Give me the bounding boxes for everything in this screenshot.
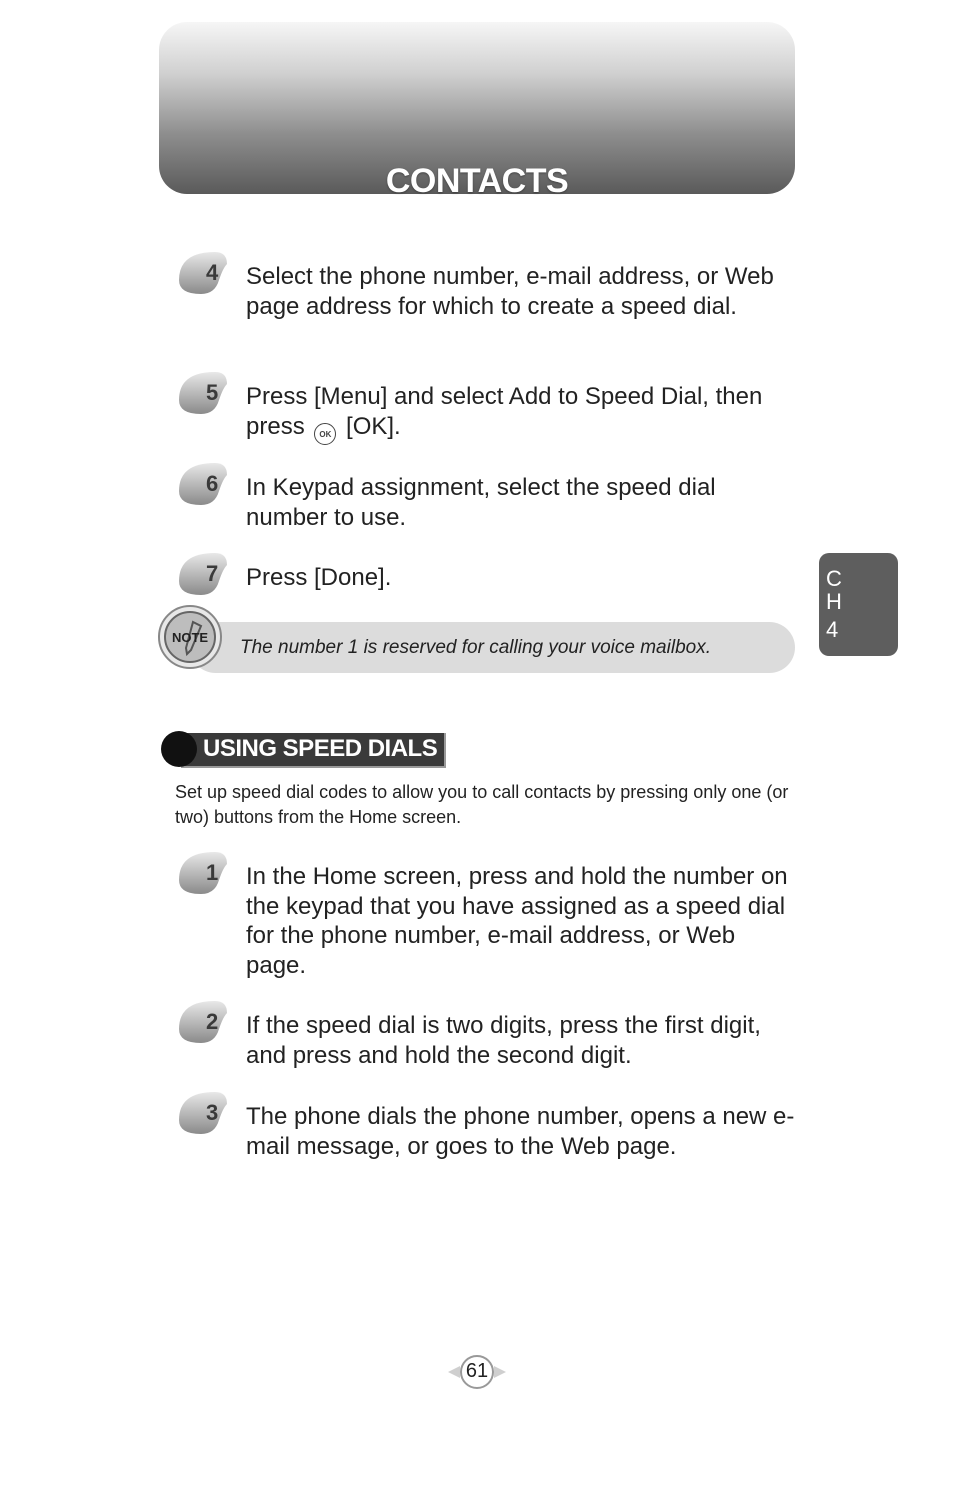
- step-text: Press [Done].: [246, 564, 392, 591]
- page-number: 61: [465, 1360, 489, 1382]
- section-intro: Set up speed dial codes to allow you to call contacts by pressing only one (or two) buttons from the Home screen.: [175, 782, 789, 827]
- step-number: 1: [206, 860, 219, 885]
- ok-key-icon: OK: [314, 423, 336, 445]
- step-text: If the speed dial is two digits, press the first digit, and press and hold the second digit.: [246, 1012, 761, 1069]
- chapter-tab-number: 4: [826, 617, 839, 642]
- note-icon-label: NOTE: [171, 630, 209, 645]
- step-number: 5: [206, 380, 219, 405]
- step-text-before: Press [Menu] and select Add to Speed Dial, then press: [246, 383, 763, 440]
- step-text-after: [OK].: [346, 412, 401, 440]
- note-text: The number 1 is reserved for calling your voice mailbox.: [240, 637, 711, 658]
- step-text: [246, 382, 798, 445]
- chapter-tab: [819, 553, 898, 656]
- step-number: 3: [206, 1100, 219, 1125]
- step-badge: [175, 370, 230, 416]
- step-badge-icon: [175, 850, 230, 896]
- page-number-badge: [446, 1354, 508, 1390]
- step-badge-icon: [175, 250, 230, 296]
- step-number: 2: [206, 1009, 219, 1034]
- section-bullet-icon: [161, 731, 197, 767]
- step-badge: [175, 1090, 230, 1136]
- step-badge-icon: [175, 370, 230, 416]
- step-badge-icon: [175, 551, 230, 597]
- step-badge-icon: [175, 999, 230, 1045]
- page-title: CONTACTS: [385, 162, 569, 200]
- chapter-tab-c: C: [826, 566, 842, 591]
- step-text: In Keypad assignment, select the speed dial number to use.: [246, 474, 716, 531]
- step-badge-icon: [175, 1090, 230, 1136]
- step-number: 7: [206, 561, 219, 586]
- step-badge: [175, 250, 230, 296]
- step-badge: [175, 461, 230, 507]
- step-text: In the Home screen, press and hold the number on the keypad that you have assigned as a speed dial for the phone number, e-mail address, or Web page.: [246, 863, 788, 979]
- section-heading: [161, 731, 446, 769]
- section-title: USING SPEED DIALS: [203, 735, 438, 762]
- step-text: Select the phone number, e-mail address, or Web page address for which to create a speed dial.: [246, 263, 774, 320]
- step-badge: [175, 850, 230, 896]
- step-badge-icon: [175, 461, 230, 507]
- step-number: 4: [206, 260, 219, 285]
- step-number: 6: [206, 471, 219, 496]
- note-pen-icon: [157, 604, 223, 670]
- step-badge: [175, 551, 230, 597]
- step-text: The phone dials the phone number, opens a new e-mail message, or goes to the Web page.: [246, 1103, 795, 1160]
- step-badge: [175, 999, 230, 1045]
- chapter-tab-h: H: [826, 589, 842, 614]
- chapter-header-banner: [159, 22, 795, 200]
